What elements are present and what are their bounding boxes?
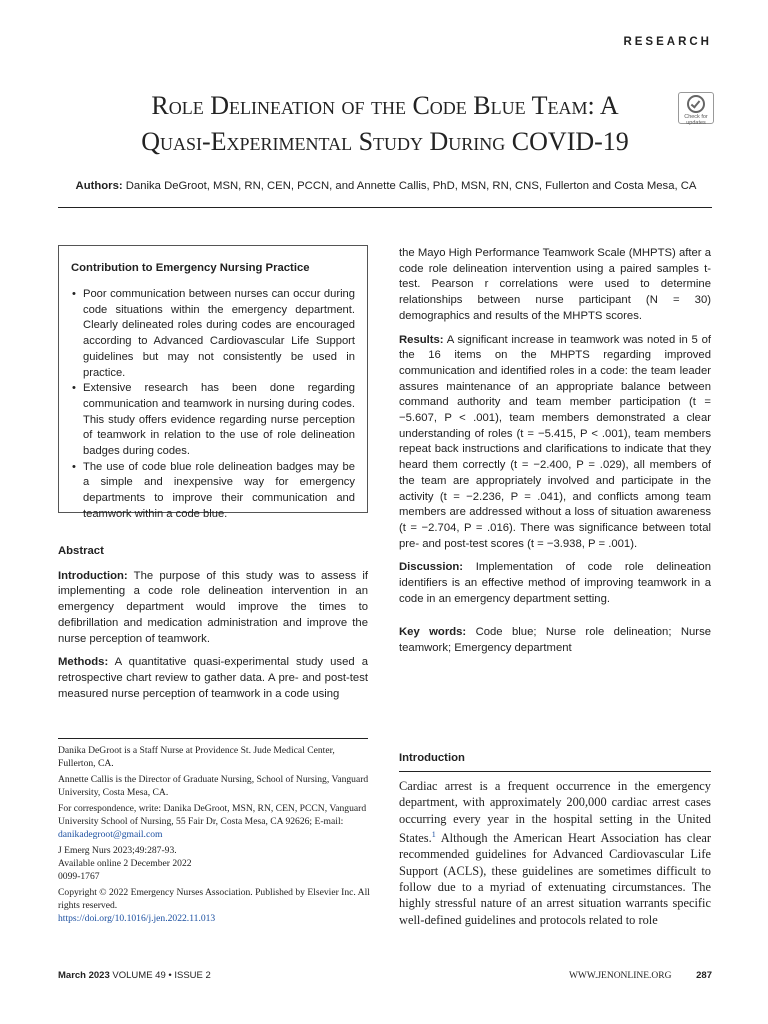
issue-info <box>58 970 211 981</box>
introduction-heading: Introduction <box>399 752 465 764</box>
email-link[interactable]: danikadegroot@gmail.com <box>58 829 163 841</box>
header-divider <box>58 207 712 208</box>
contribution-bullet: • Extensive research has been done regarding communication and teamwork in nursing during codes. This study offers evidence regarding nurse perception of teamwork in relation to the use of role delineation badges during codes. <box>83 381 355 460</box>
abstract-results <box>399 333 711 553</box>
keywords-text: Code blue; Nurse role delineation; Nurse teamwork; Emergency department <box>399 626 711 655</box>
abstract-methods <box>58 655 368 702</box>
footnote-divider <box>58 738 368 739</box>
introduction-text-2: Although the American Heart Association has clear recommended guidelines for Advanced Cardiovascular Life Support (ACLS), these guidelines are sometimes difficult to follow due to a myriad of extenuating circumstances. The highly stressful nature of an arrest situation warrants specific well-defined guidelines and protocols related to role <box>399 831 711 927</box>
abstract-left-column <box>58 544 368 710</box>
check-for-updates-icon <box>687 95 705 113</box>
footnote-callis: Annette Callis is the Director of Graduate Nursing, School of Nursing, Vanguard University, Costa Mesa, CA. <box>58 773 369 799</box>
abstract-introduction-label: Introduction: <box>58 569 128 582</box>
abstract-results-label: Results: <box>399 333 444 346</box>
journal-citation: J Emerg Nurs 2023;49:287-93. <box>58 844 177 856</box>
title-line-2: Quasi-Experimental Study During COVID-19 <box>141 127 629 156</box>
check-for-updates-badge[interactable] <box>678 92 714 124</box>
abstract-methods-text: A quantitative quasi-experimental study used a retrospective chart review to gather data. A pre- and post-test measured nurse perception of teamwork in a code using <box>58 656 368 700</box>
page-footer-right <box>500 970 712 981</box>
abstract-right-column <box>399 246 711 665</box>
correspondence-text: For correspondence, write: Danika DeGroot, MSN, RN, CEN, PCCN, Vanguard University School of Nursing, 55 Fair Dr, Costa Mesa, CA 92626; E-mail: <box>58 802 367 828</box>
introduction-text-1: Cardiac arrest is a frequent occurrence in the emergency department, with approximately 200,000 cardiac arrest cases occurring every year in the hospital setting in the United States. <box>399 779 711 846</box>
contribution-bullet: • The use of code blue role delineation badges may be a simple and inexpensive way for emergency departments to improve their communication and teamwork within a code blue. <box>83 460 355 523</box>
page-number: 287 <box>696 970 712 981</box>
author-footnotes <box>58 744 370 926</box>
keywords <box>399 625 711 656</box>
abstract-introduction <box>58 569 368 648</box>
issue-volume: VOLUME 49 <box>112 970 166 981</box>
reference-link[interactable]: 1 <box>431 829 436 839</box>
contribution-bullet: • Poor communication between nurses can occur during code situations within the emergency department. Clearly delineated roles during codes are encouraged according to Advanced Cardiovascular Life Support guidelines but may not consistently be used in practice. <box>83 287 355 381</box>
abstract-heading: Abstract <box>58 545 104 557</box>
section-label: RESEARCH <box>623 36 712 48</box>
abstract-methods-continued: the Mayo High Performance Teamwork Scale (MHPTS) after a code role delineation intervention using a paired samples t-test. Pearson r correlations were used to determine relationships between nurse participant (N = 30) demographics and results of the MHPTS scores. <box>399 247 711 322</box>
title-line-1: Role Delineation of the Code Blue Team: A <box>151 91 619 120</box>
footnote-degroot: Danika DeGroot is a Staff Nurse at Providence St. Jude Medical Center, Fullerton, CA. <box>58 745 335 770</box>
abstract-results-text: A significant increase in teamwork was noted in 5 of the 16 items on the MHPTS regarding improved communication and identified roles in a code: the team leader assures maintenance of an appropriate balance between command authority and team member participation (t = −5.607, P < .001), team members demonstrated a clear understanding of roles (t = −5.415, P < .001), team members repeat back instructions and clarifications to indicate that they heard them correctly (t = −2.400, P = .029), all members of the team are appropriately involved and participate in the activity (t = −2.236, P = .041), and conflicts among team members are addressed without a loss of situation awareness (t = −2.704, P = .016). There was significance between total pre- and post-test scores (t = −3.938, P = .001). <box>399 333 711 550</box>
badge-text-2: updates <box>686 120 706 126</box>
abstract-discussion-label: Discussion: <box>399 561 464 574</box>
authors-text: Danika DeGroot, MSN, RN, CEN, PCCN, and Annette Callis, PhD, MSN, RN, CNS, Fullerton and Costa Mesa, CA <box>125 180 697 192</box>
issn: 0099-1767 <box>58 871 100 883</box>
introduction-divider <box>399 771 711 772</box>
journal-website[interactable]: WWW.JENONLINE.ORG <box>568 971 672 981</box>
doi-link[interactable]: https://doi.org/10.1016/j.jen.2022.11.013 <box>58 913 216 925</box>
authors-label: Authors: <box>75 180 123 192</box>
contribution-box <box>58 245 368 520</box>
article-title <box>60 88 710 160</box>
abstract-methods-label: Methods: <box>58 656 109 669</box>
footnote-correspondence <box>58 802 370 842</box>
introduction-body <box>399 778 711 928</box>
issue-number: ISSUE 2 <box>174 970 211 981</box>
copyright: Copyright © 2022 Emergency Nurses Association. Published by Elsevier Inc. All rights reserved. <box>58 887 370 912</box>
contribution-list <box>71 287 355 523</box>
keywords-label: Key words: <box>399 626 467 639</box>
abstract-discussion-text: Implementation of code role delineation identifiers is an effective method of improving teamwork in a code in an emergency department setting. <box>399 561 711 605</box>
badge-text-1: Check for <box>684 114 708 120</box>
issue-date: March 2023 <box>58 970 110 981</box>
abstract-discussion <box>399 560 711 607</box>
contribution-heading: Contribution to Emergency Nursing Practice <box>71 262 310 274</box>
authors-line <box>60 180 712 192</box>
abstract-introduction-text: The purpose of this study was to assess if implementing a code role delineation intervention in an emergency department would improve the times to defibrillation and medication administration and improve the nurse perception of teamwork. <box>58 569 368 645</box>
available-online: Available online 2 December 2022 <box>58 858 192 870</box>
bullet-separator: • <box>168 970 172 981</box>
